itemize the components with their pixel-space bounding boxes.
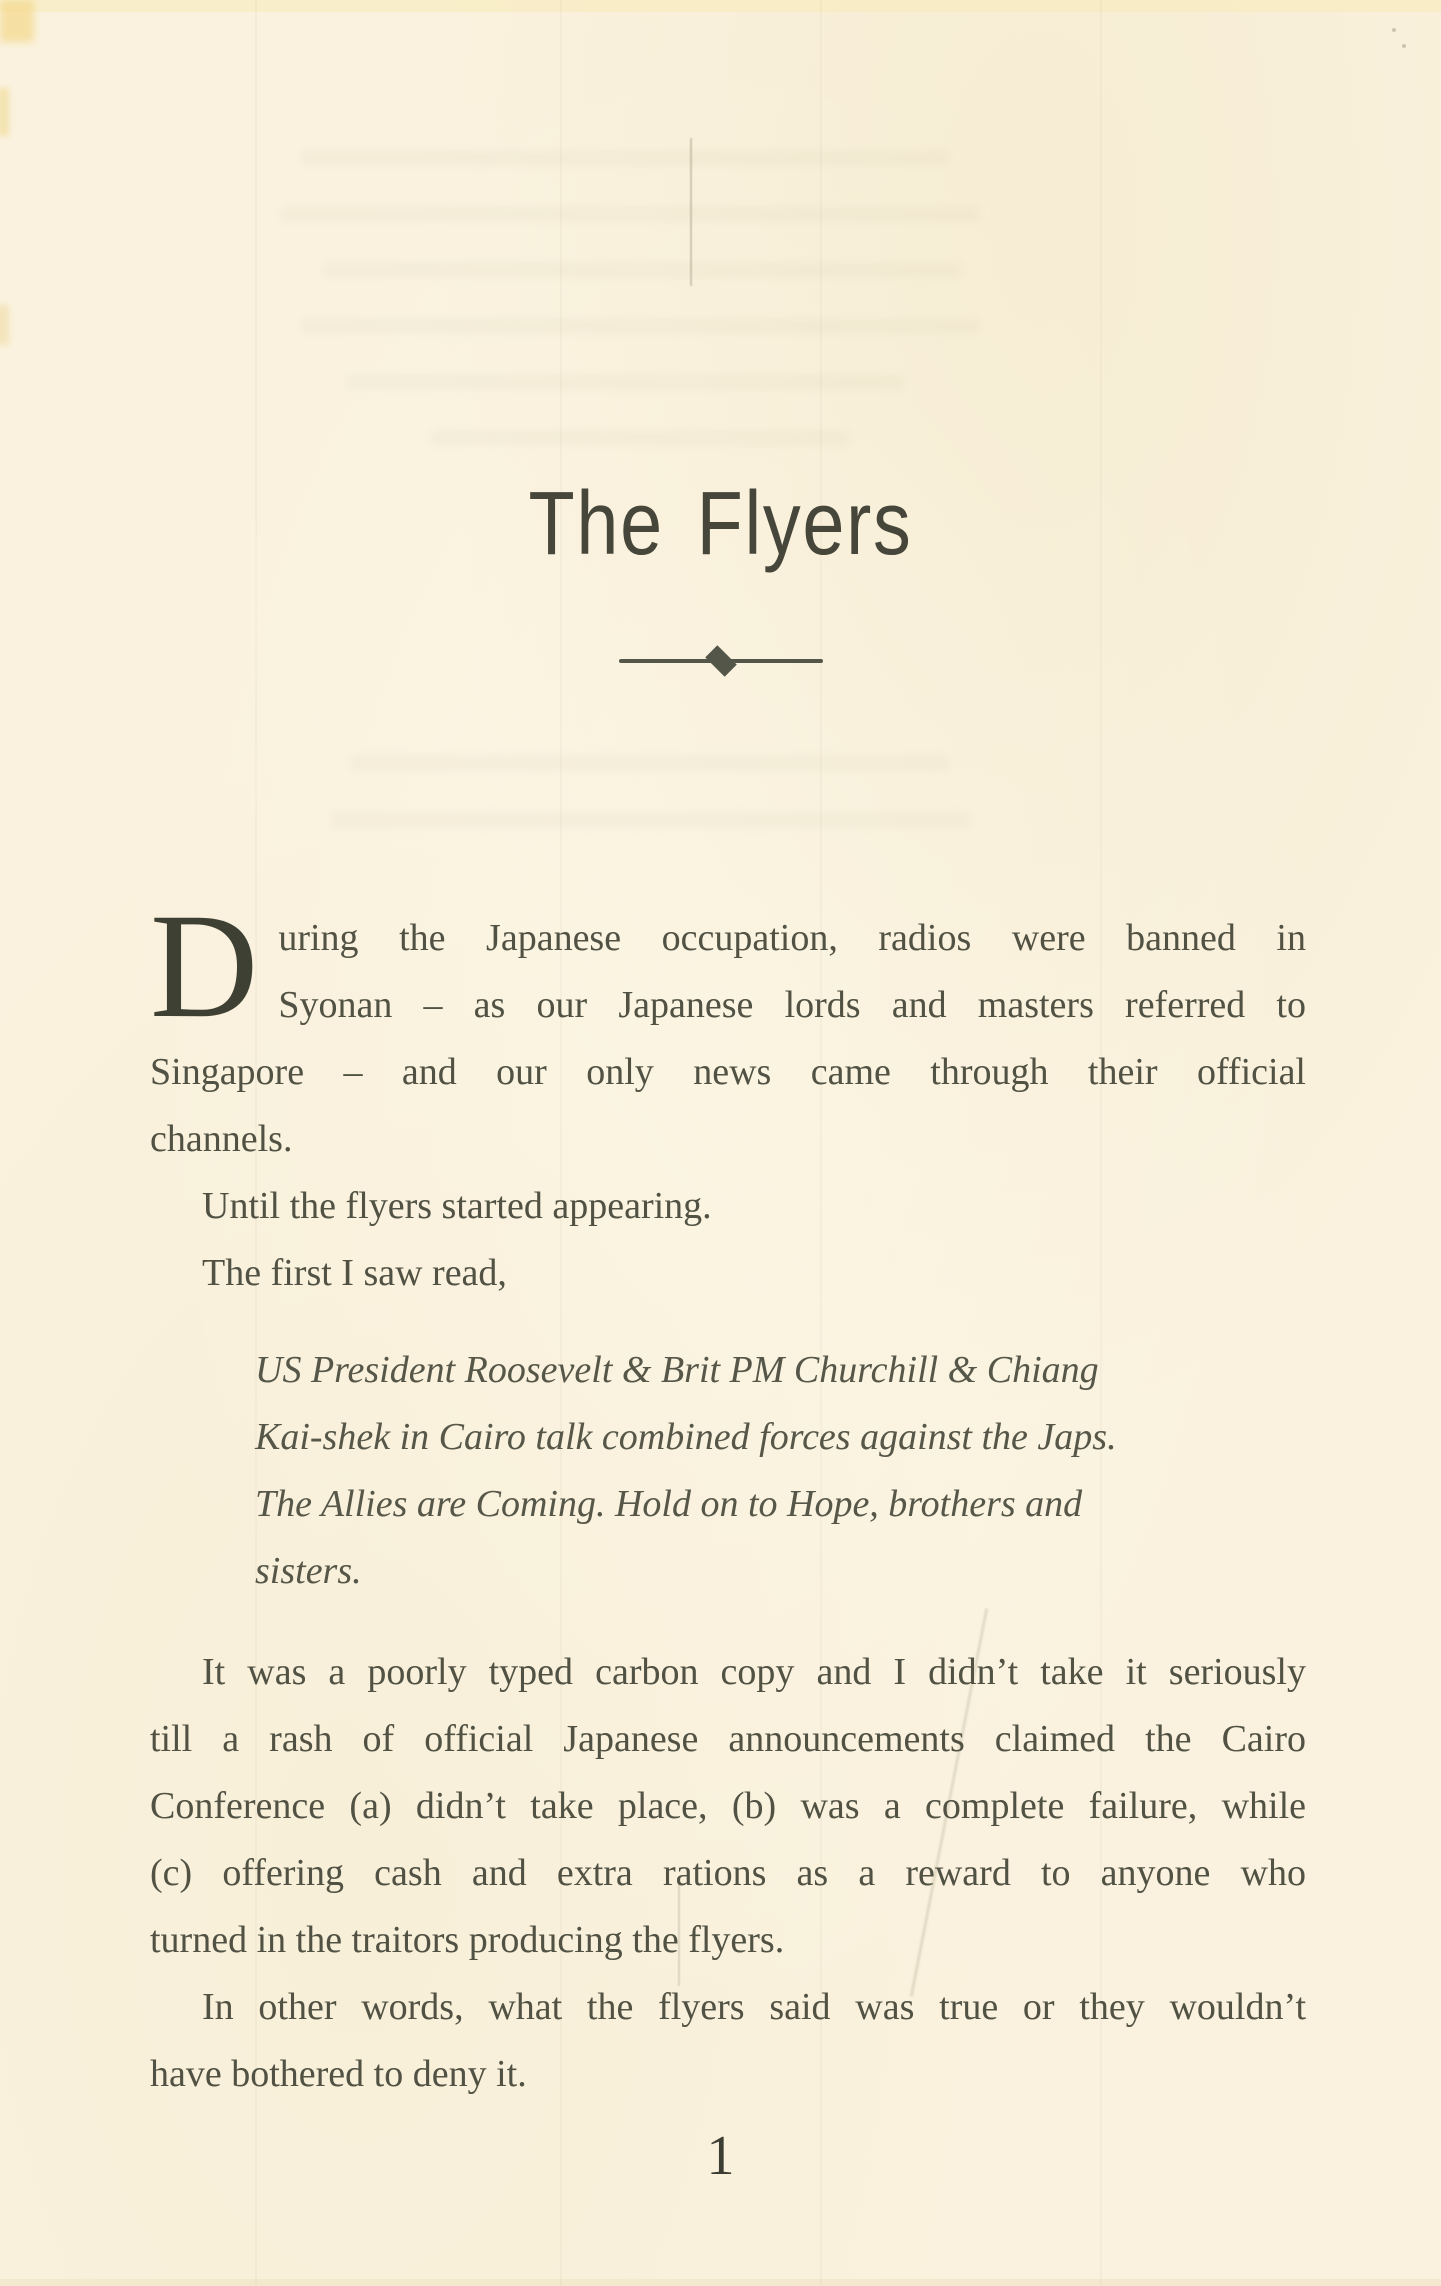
bleedthrough-ghost — [430, 430, 850, 446]
scan-edge-band-top — [0, 0, 1441, 12]
bleedthrough-ghost — [350, 755, 950, 771]
text-line: US President Roosevelt & Brit PM Churchill & Chiang — [255, 1349, 1099, 1391]
text-line: In other words, what the flyers said was true or they wouldn’t — [202, 1986, 1306, 2028]
drop-cap: D — [150, 883, 259, 1049]
body-text — [150, 883, 1306, 2108]
chapter-title: The Flyers — [528, 474, 913, 574]
scan-speck — [1392, 28, 1396, 32]
text-line: sisters. — [255, 1550, 362, 1592]
scan-speck — [1402, 44, 1406, 48]
paragraph-lines — [150, 883, 1306, 1173]
bleedthrough-ghost — [300, 150, 950, 166]
text-line: have bothered to deny it. — [150, 2053, 527, 2095]
bleedthrough-ghost — [300, 318, 980, 334]
flyer-quote — [255, 1337, 1175, 1605]
section-divider — [0, 648, 1441, 674]
text-line: (c) offering cash and extra rations as a reward to anyone who — [150, 1852, 1306, 1894]
text-line: Syonan – as our Japanese lords and masters referred to — [278, 984, 1306, 1026]
paragraph-in-other-words — [150, 1974, 1306, 2108]
bleedthrough-ghost — [345, 374, 905, 390]
bleedthrough-ghost — [330, 812, 970, 828]
paragraph-until-flyers: Until the flyers started appearing. — [202, 1185, 712, 1227]
paragraph-opening — [150, 883, 1306, 1173]
scan-left-smudge — [0, 305, 9, 345]
text-line: It was a poorly typed carbon copy and I didn’t take it seriously — [202, 1651, 1306, 1693]
text-line: turned in the traitors producing the flyers. — [150, 1919, 785, 1961]
divider-ornament — [619, 648, 823, 674]
bleedthrough-ghost — [322, 262, 962, 278]
text-line: till a rash of official Japanese announcements claimed the Cairo — [150, 1718, 1306, 1760]
text-line: uring the Japanese occupation, radios were banned in — [278, 917, 1306, 959]
paragraph-first-saw: The first I saw read, — [202, 1252, 507, 1294]
paragraph-carbon-copy — [150, 1639, 1306, 1974]
text-line: Kai-shek in Cairo talk combined forces against the Japs. — [255, 1416, 1117, 1458]
scan-corner-smudge — [0, 0, 34, 42]
text-line: Conference (a) didn’t take place, (b) was a complete failure, while — [150, 1785, 1306, 1827]
quote-lines — [255, 1337, 1175, 1605]
scan-edge-band-bottom — [0, 2279, 1441, 2286]
bleedthrough-ghost — [280, 206, 980, 222]
text-line: channels. — [150, 1118, 293, 1160]
text-line: The Allies are Coming. Hold on to Hope, brothers and — [255, 1483, 1083, 1525]
diamond-ornament-icon — [705, 645, 737, 677]
page-number: 1 — [706, 2125, 735, 2187]
text-line: Singapore – and our only news came through their official — [150, 1051, 1306, 1093]
scan-left-smudge — [0, 88, 9, 136]
